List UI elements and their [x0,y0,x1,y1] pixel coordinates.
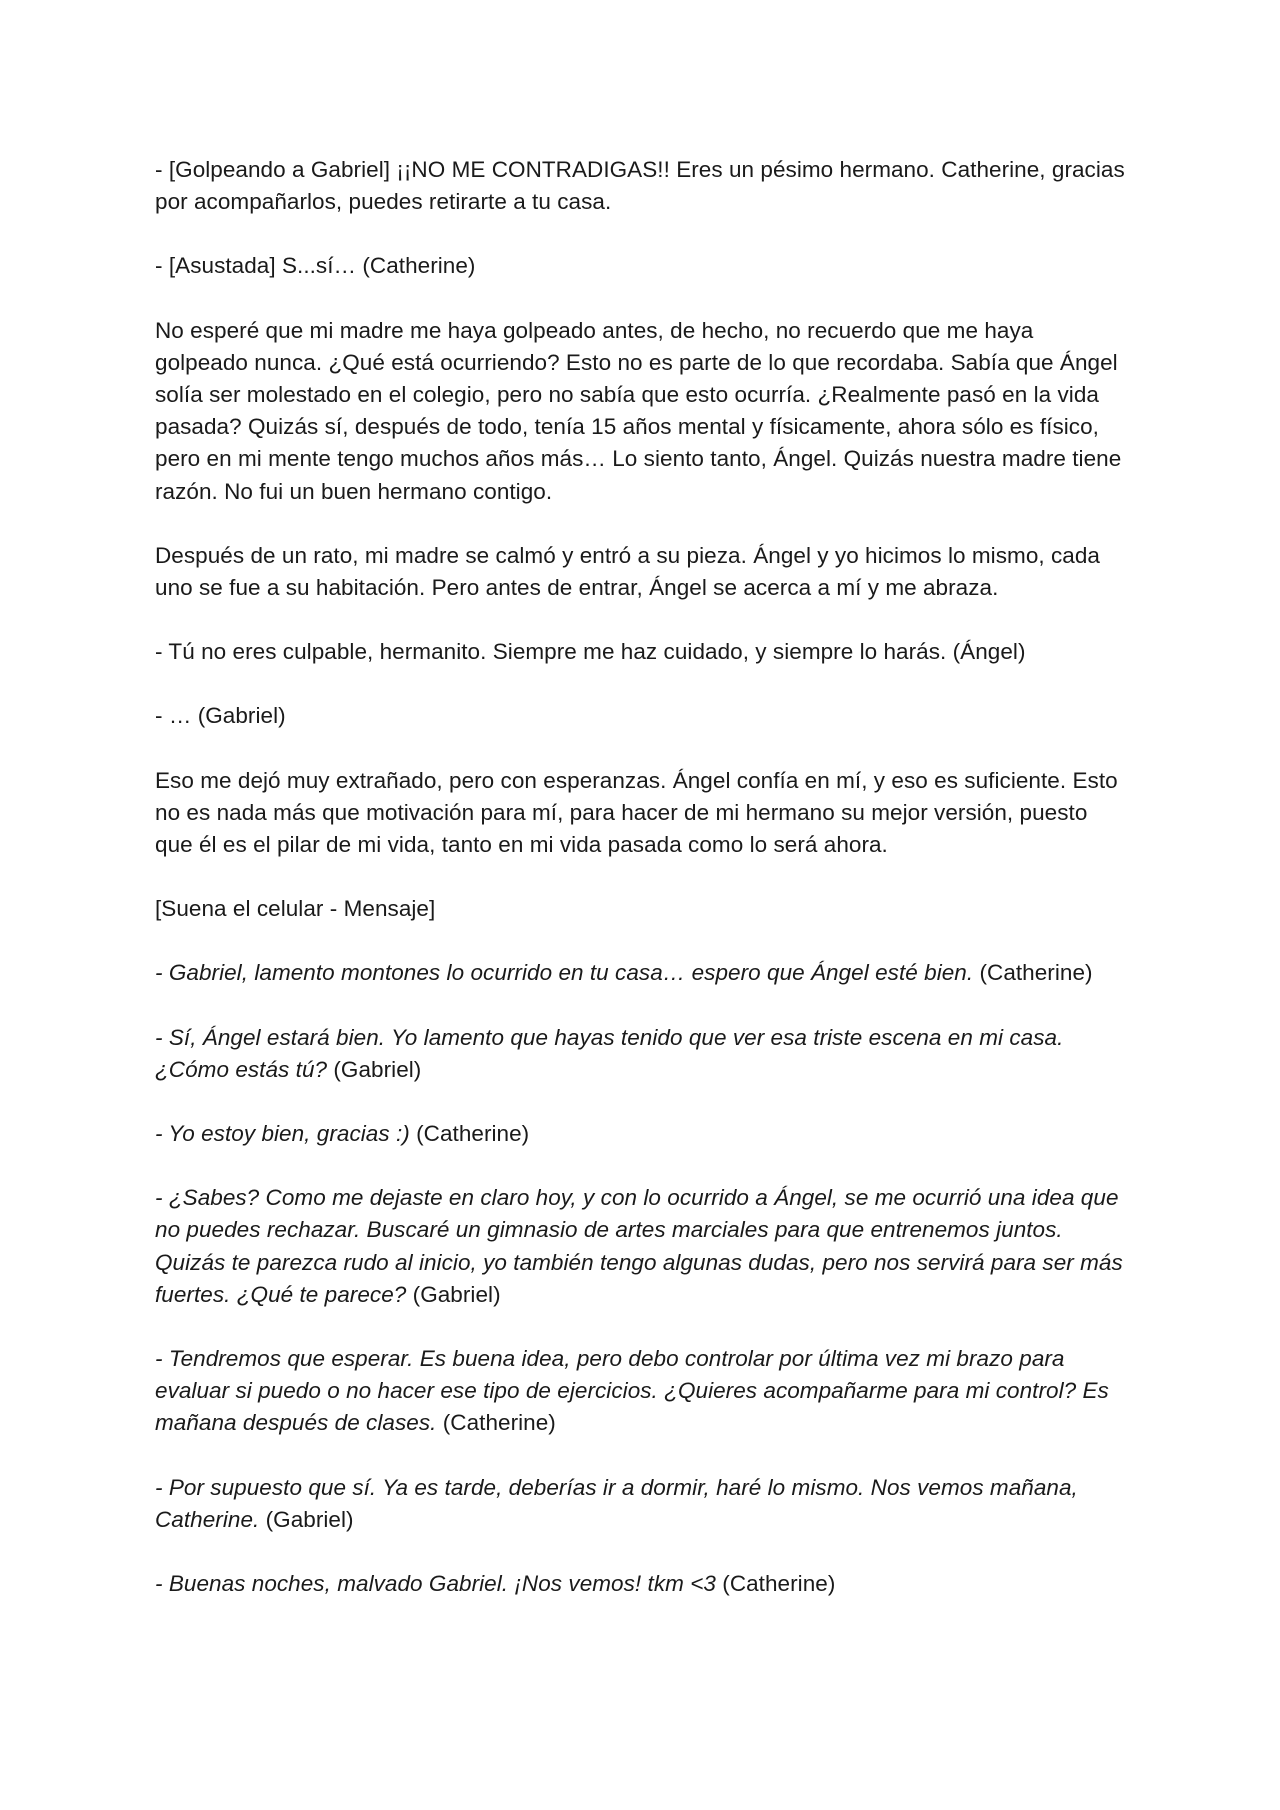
speaker-tag: (Gabriel) [406,1281,501,1307]
speaker-tag: (Catherine) [973,960,1093,986]
message-text: - ¿Sabes? Como me dejaste en claro hoy, y con lo ocurrido a Ángel, se me ocurrió una idea que no puedes rechazar. Buscaré un gimnasio de artes marciales para que entrenemos juntos. Quizás te parezca rudo al inicio, yo también tengo algunas dudas, pero nos servirá para ser más fuertes. ¿Qué te parece? [155,1185,1123,1307]
speaker-tag: (Gabriel) [259,1506,354,1532]
dialogue-mother [155,154,1130,218]
message-text: - Yo estoy bien, gracias :) [155,1121,410,1147]
paragraph-text: - [Asustada] S...sí… (Catherine) [155,253,476,279]
message-text: - Sí, Ángel estará bien. Yo lamento que hayas tenido que ver esa triste escena en mi casa. ¿Cómo estás tú? [155,1024,1064,1082]
dialogue-catherine-scared [155,250,1130,282]
message-catherine-3 [155,1343,1130,1440]
message-gabriel-1 [155,1022,1130,1086]
paragraph-text: - Tú no eres culpable, hermanito. Siempre me haz cuidado, y siempre lo harás. (Ángel) [155,639,1026,665]
message-gabriel-3 [155,1472,1130,1536]
message-text: - Gabriel, lamento montones lo ocurrido en tu casa… espero que Ángel esté bien. [155,960,974,986]
speaker-tag: (Catherine) [409,1121,530,1147]
document-body [155,154,1130,1600]
speaker-tag: (Catherine) [715,1571,836,1597]
dialogue-gabriel-silent [155,700,1130,732]
narration-hope [155,765,1130,862]
paragraph-text: - [Golpeando a Gabriel] ¡¡NO ME CONTRADIGAS!! Eres un pésimo hermano. Catherine, gracias por acompañarlos, puedes retirarte a tu casa. [155,157,1125,215]
stage-phone-message [155,893,1130,925]
message-catherine-4 [155,1568,1130,1600]
narration-after-while [155,540,1130,604]
message-text: - Buenas noches, malvado Gabriel. ¡Nos vemos! tkm <3 [155,1571,716,1597]
speaker-tag: (Catherine) [436,1410,556,1436]
message-catherine-2 [155,1118,1130,1150]
narration-mother-hit [155,315,1130,508]
paragraph-text: Después de un rato, mi madre se calmó y entró a su pieza. Ángel y yo hicimos lo mismo, cada uno se fue a su habitación. Pero antes de entrar, Ángel se acerca a mí y me abraza. [155,542,1100,601]
paragraph-text: [Suena el celular - Mensaje] [155,896,436,922]
speaker-tag: (Gabriel) [327,1056,422,1082]
message-text: - Por supuesto que sí. Ya es tarde, deberías ir a dormir, haré lo mismo. Nos vemos mañana, Catherine. [155,1474,1078,1532]
paragraph-text: Eso me dejó muy extrañado, pero con esperanzas. Ángel confía en mí, y eso es suficiente. Esto no es nada más que motivación para mí, para hacer de mi hermano su mejor versión, puesto que él es el pilar de mi vida, tanto en mi vida pasada como lo será ahora. [155,767,1118,858]
message-gabriel-2 [155,1182,1130,1311]
dialogue-angel [155,636,1130,668]
paragraph-text: - … (Gabriel) [155,703,286,729]
message-text: - Tendremos que esperar. Es buena idea, pero debo controlar por última vez mi brazo para evaluar si puedo o no hacer ese tipo de ejercicios. ¿Quieres acompañarme para mi control? Es mañana después de clases. [155,1346,1109,1436]
paragraph-text: No esperé que mi madre me haya golpeado antes, de hecho, no recuerdo que me haya golpeado nunca. ¿Qué está ocurriendo? Esto no es parte de lo que recordaba. Sabía que Ángel solía ser molestado en el colegio, pero no sabía que esto ocurría. ¿Realmente pasó en la vida pasada? Quizás sí, después de todo, tenía 15 años mental y físicamente, ahora sólo es físico, pero en mi mente tengo muchos años más… Lo siento tanto, Ángel. Quizás nuestra madre tiene razón. No fui un buen hermano contigo. [155,317,1122,504]
message-catherine-1 [155,957,1130,989]
